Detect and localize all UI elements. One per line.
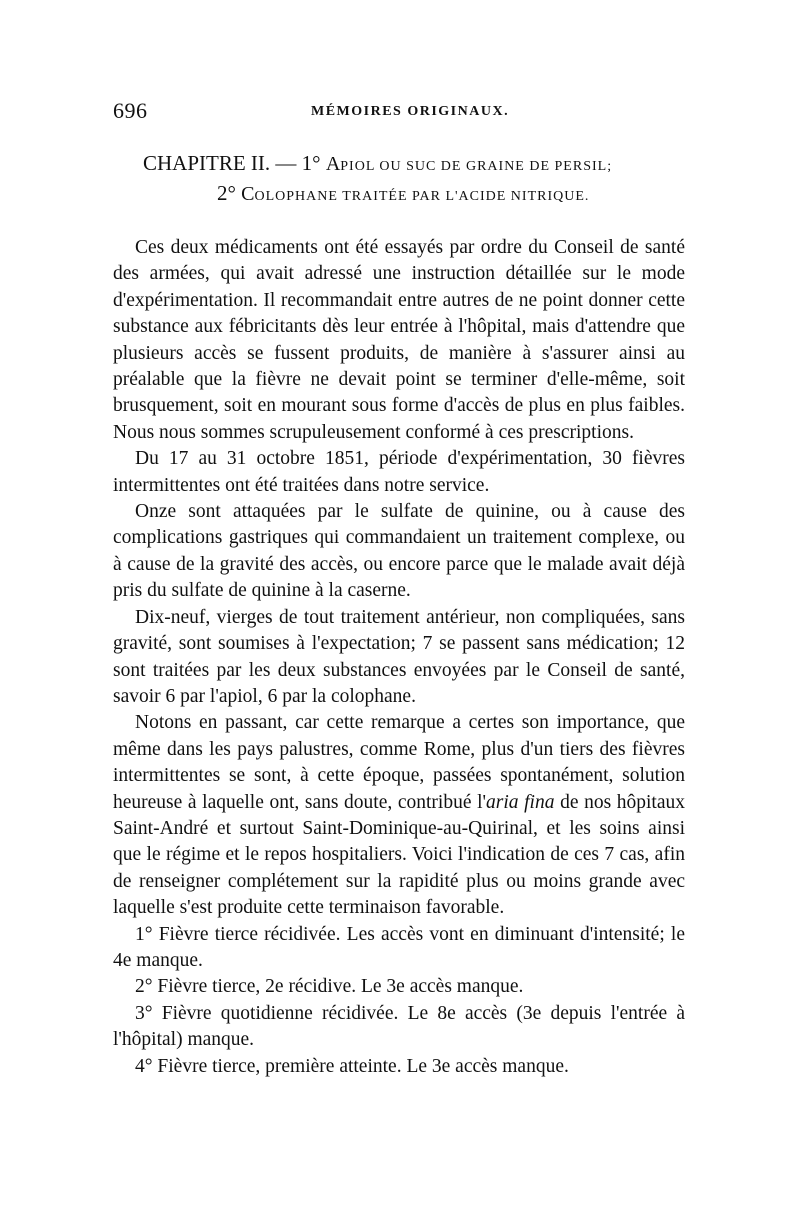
- paragraph-2: Du 17 au 31 octobre 1851, période d'expérimentation, 30 fièvres intermittentes ont été traitées dans notre service.: [113, 448, 685, 496]
- body-text: [113, 235, 685, 1080]
- chapter-heading: [143, 150, 703, 210]
- page-number: 696: [113, 98, 148, 123]
- chapter-title-1-rest: PIOL OU SUC DE GRAINE DE PERSIL;: [340, 159, 613, 174]
- italic-phrase: aria fina: [486, 791, 555, 813]
- chapter-title-2-rest: OLOPHANE TRAITÉE PAR L'ACIDE NITRIQUE.: [254, 189, 590, 204]
- running-title: MÉMOIRES ORIGINAUX.: [311, 104, 510, 119]
- running-head: [113, 98, 688, 124]
- case-2: 2° Fièvre tierce, 2e récidive. Le 3e accès manque.: [135, 976, 524, 998]
- case-3: 3° Fièvre quotidienne récidivée. Le 8e accès (3e depuis l'entrée à l'hôpital) manque.: [113, 1002, 685, 1051]
- chapter-title-2-initial: C: [241, 183, 255, 205]
- paragraph-3: Onze sont attaquées par le sulfate de quinine, ou à cause des complications gastriques qui commandaient un traitement complexe, ou à cause de la gravité des accès, ou encore parce que le malade avait déjà pris du sulfate de quinine à la caserne.: [113, 501, 685, 602]
- paragraph-4: Dix-neuf, vierges de tout traitement antérieur, non compliquées, sans gravité, sont soumises à l'expectation; 7 se passent sans médication; 12 sont traitées par les deux substances envoyées par le Conseil de santé, savoir 6 par l'apiol, 6 par la colophane.: [113, 606, 685, 707]
- paragraph-5-part-1: Notons en passant, car cette remarque a certes son importance, que même dans les pays palustres, comme Rome, plus d'un tiers des fièvres intermittentes se sont, à cette époque, passées spontanément, solution heureuse à laquelle ont, sans doute, contribué l': [113, 712, 685, 813]
- paragraph-5: [113, 710, 685, 921]
- chapter-title-2: [143, 180, 703, 210]
- case-4: 4° Fièvre tierce, première atteinte. Le 3e accès manque.: [135, 1055, 569, 1077]
- paragraph-5-part-2: de nos hôpitaux Saint-André et surtout Saint-Dominique-au-Quirinal, et les soins ainsi que le régime et le repos hospitaliers. Voici l'indication de ces 7 cas, afin de renseigner complétement sur la rapidité plus ou moins grande avec laquelle s'est produite cette terminaison favorable.: [113, 791, 686, 919]
- chapter-label: CHAPITRE II. — 1°: [143, 151, 321, 175]
- case-1: 1° Fièvre tierce récidivée. Les accès vont en diminuant d'intensité; le 4e manque.: [113, 923, 685, 971]
- chapter-title-1-initial: A: [325, 153, 341, 175]
- paragraph-1: Ces deux médicaments ont été essayés par ordre du Conseil de santé des armées, qui avait adressé une instruction détaillée sur le mode d'expérimentation. Il recommandait entre autres de ne point donner cette substance aux fébricitants dès leur entrée à l'hôpital, mais d'attendre que plusieurs accès se fussent produits, de manière à s'assurer ainsi au préalable que la fièvre ne devait point se terminer d'elle-même, soit brusquement, soit en mourant sous forme d'accès de plus en plus faibles. Nous nous sommes scrupuleusement conformé à ces prescriptions.: [113, 237, 685, 443]
- chapter-title-2-number: 2°: [217, 181, 236, 205]
